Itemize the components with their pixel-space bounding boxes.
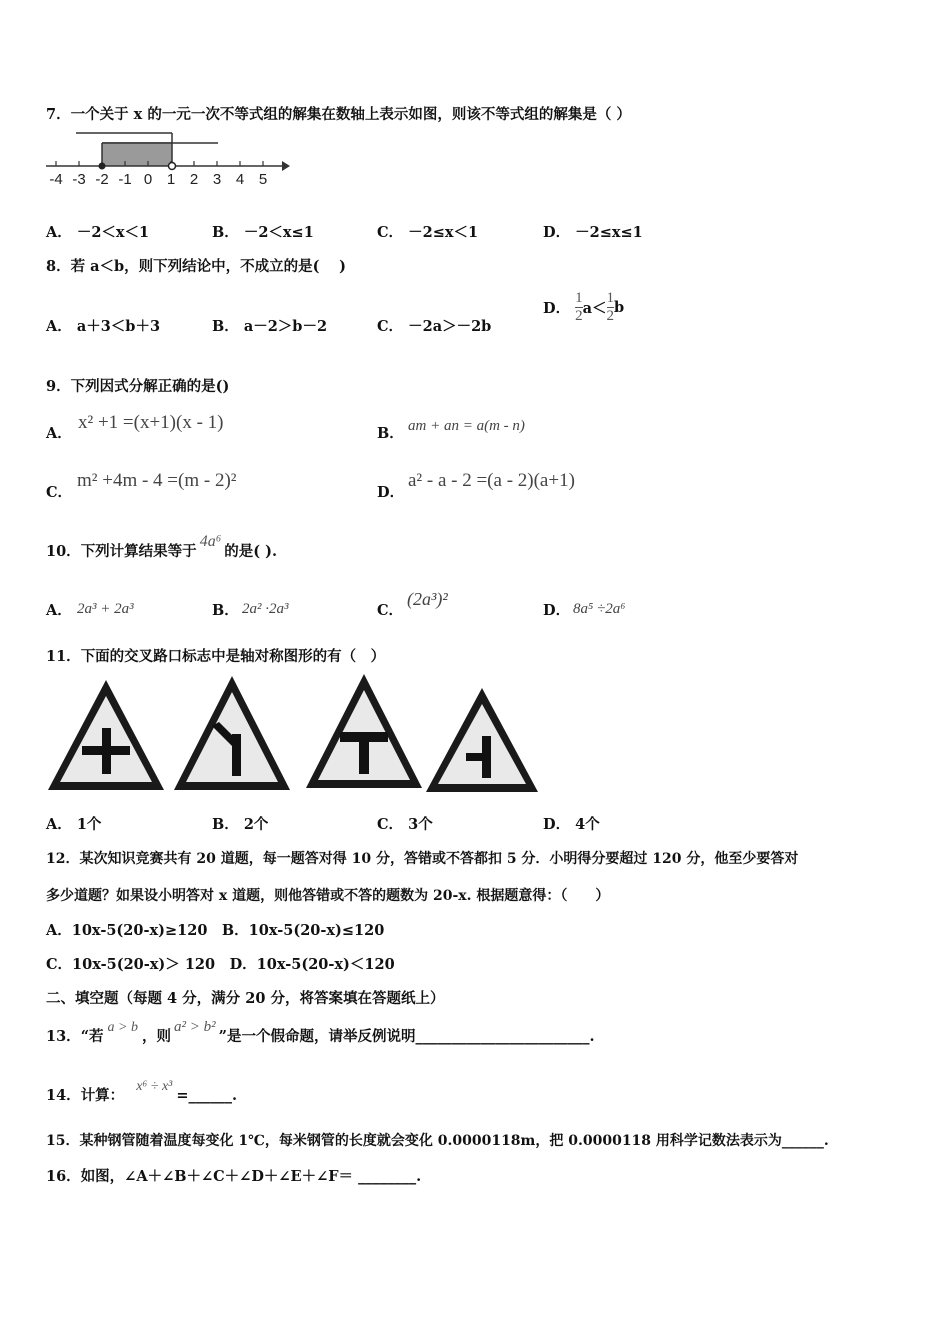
q8-option-c[interactable]: C． －2a＞－2b [377, 318, 492, 335]
q10-option-a-label[interactable]: A． [46, 602, 72, 619]
question-8 [46, 255, 346, 276]
q9-option-a-expr: x² +1 =(x+1)(x - 1) [78, 412, 224, 433]
q12-options-cd[interactable]: C．10x-5(20-x)＞ 120 D．10x-5(20-x)＜120 [46, 956, 395, 973]
question-9 [46, 375, 229, 396]
hollow-dot [169, 163, 176, 170]
axis-tick-label: -4 [49, 171, 63, 188]
axis-tick-label: 5 [258, 171, 268, 188]
q8-option-b[interactable]: B． a－2＞b－2 [212, 318, 328, 335]
condition-expression: a > b [107, 1020, 138, 1035]
q10-option-b-label[interactable]: B． [212, 602, 239, 619]
q9-option-d-expr: a² - a - 2 =(a - 2)(a+1) [408, 470, 575, 491]
q10-option-d-label[interactable]: D． [543, 602, 571, 619]
question-text[interactable]: 某种钢管随着温度每变化 1℃，每米钢管的长度就会变化 0.0000118m，把 0.0000118 用科学记数法表示为______. [79, 1133, 829, 1149]
axis-arrow [282, 161, 290, 171]
q9-option-a-label[interactable]: A． [46, 425, 72, 442]
sign-side-junction [426, 688, 538, 792]
q7-option-d[interactable]: D． －2≤x≤1 [543, 224, 643, 241]
q8-option-d[interactable]: D． $\frac{1}{2}$ a＜ $\frac{1}{2}$ b [543, 290, 625, 324]
sign-y-junction [174, 676, 290, 790]
axis-tick-label: -2 [95, 171, 109, 188]
question-12 [46, 848, 798, 868]
q9-option-b-expr: am + an = a(m - n) [408, 418, 525, 434]
question-12-line-2: 多少道题？如果设小明答对 x 道题，则他答错或不答的题数为 20-x. 根据题意得：（ ） [46, 888, 610, 904]
question-16 [46, 1165, 421, 1186]
q11-option-c[interactable]: C． 3个 [377, 816, 433, 833]
question-number: 9． [46, 378, 71, 395]
question-text: 下列因式分解正确的是() [70, 378, 230, 395]
question-text: 下列计算结果等于 [80, 543, 197, 560]
question-text: 某次知识竞赛共有 20 道题，每一题答对得 10 分，答错或不答都扣 5 分．小明得分要超过 120 分，他至少要答对 [79, 851, 799, 867]
q10-option-b-expr: 2a² ·2a³ [242, 601, 289, 617]
q11-option-d[interactable]: D． 4个 [543, 816, 600, 833]
q11-option-b[interactable]: B． 2个 [212, 816, 269, 833]
q9-option-c-label[interactable]: C． [46, 484, 73, 501]
q7-option-a[interactable]: A． －2＜x＜1 [46, 224, 150, 241]
axis-tick-label: 2 [189, 171, 199, 188]
solid-dot [99, 163, 106, 170]
question-number: 10． [46, 543, 81, 560]
fraction: $\frac{1}{2}$ [606, 290, 615, 324]
q10-option-c-label[interactable]: C． [377, 602, 404, 619]
expression: 4a⁶ [199, 533, 222, 550]
q10-option-c-expr: (2a³)² [407, 589, 448, 609]
road-signs-figure [46, 674, 546, 796]
question-13: 13．“若a > b，则a² > b²”是一个假命题，请举反例说明________________________. [46, 1019, 595, 1045]
question-number: 16． [46, 1168, 81, 1185]
answer-blank[interactable]: ”是一个假命题，请举反例说明________________________. [218, 1028, 595, 1045]
fraction: $\frac{1}{2}$ [575, 290, 583, 324]
q9-option-d-label[interactable]: D． [377, 484, 405, 501]
question-number: 7． [46, 106, 71, 123]
question-number: 14． [46, 1087, 81, 1104]
question-text: 下面的交叉路口标志中是轴对称图形的有（ ） [80, 648, 386, 665]
question-number: 8． [46, 258, 71, 275]
axis-tick-label: 3 [212, 171, 222, 188]
question-number: 11． [46, 648, 81, 665]
question-text[interactable]: 如图，∠A＋∠B＋∠C＋∠D＋∠E＋∠F＝ ________. [80, 1168, 422, 1185]
question-14: 14．计算：x⁶ ÷ x³=______. [46, 1079, 238, 1104]
question-10: 10．下列计算结果等于4a⁶的是( ). [46, 533, 278, 560]
q9-option-b-label[interactable]: B． [377, 425, 404, 442]
q7-option-c[interactable]: C． －2≤x＜1 [377, 224, 479, 241]
axis-tick-label: -1 [118, 171, 132, 188]
q8-option-a[interactable]: A． a＋3＜b＋3 [46, 318, 161, 335]
sign-crossroads [48, 680, 164, 790]
question-text: 一个关于 x 的一元一次不等式组的解集在数轴上表示如图，则该不等式组的解集是（ ） [70, 106, 631, 123]
question-text: 若 a＜b，则下列结论中，不成立的是( ) [70, 258, 346, 275]
question-11 [46, 645, 385, 666]
axis-tick-label: 1 [166, 171, 176, 188]
section-heading: 二、填空题（每题 4 分，满分 20 分，将答案填在答题纸上） [46, 990, 445, 1007]
q9-option-c-expr: m² +4m - 4 =(m - 2)² [77, 470, 237, 491]
question-number: 13． [46, 1028, 81, 1045]
question-7 [46, 103, 631, 124]
number-line-figure [44, 130, 294, 190]
expression: x⁶ ÷ x³ [136, 1079, 173, 1094]
question-15 [46, 1130, 829, 1150]
shaded-region [102, 142, 172, 166]
axis-tick-label: 0 [143, 171, 153, 188]
axis-tick-label: -3 [72, 171, 86, 188]
axis-tick-label: 4 [235, 171, 245, 188]
q10-option-a-expr: 2a³ + 2a³ [77, 601, 134, 617]
sign-t-junction [306, 674, 422, 788]
q7-option-b[interactable]: B． －2＜x≤1 [212, 224, 314, 241]
answer-blank[interactable]: =______. [176, 1087, 238, 1104]
question-number: 15． [46, 1133, 80, 1149]
q11-option-a[interactable]: A． 1个 [46, 816, 102, 833]
question-number: 12． [46, 851, 80, 867]
q12-options-ab[interactable]: A．10x-5(20-x)≥120 B．10x-5(20-x)≤120 [46, 922, 385, 939]
q10-option-d-expr: 8a⁵ ÷2a⁶ [573, 601, 626, 617]
conclusion-expression: a² > b² [173, 1019, 216, 1035]
